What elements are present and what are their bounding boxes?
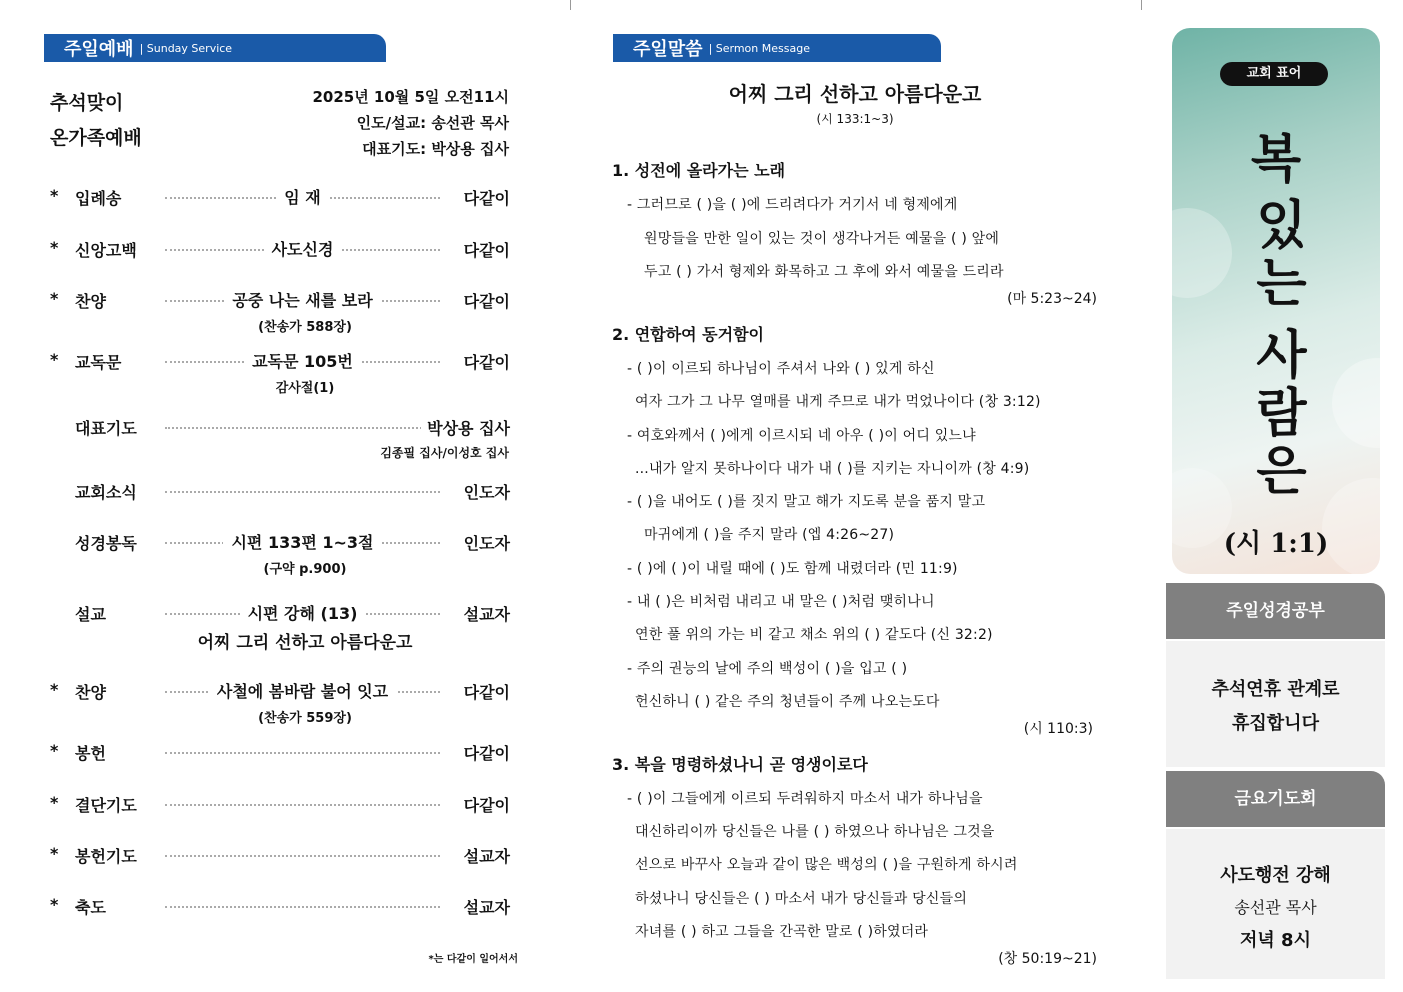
- sermon-line: 자녀를 ( ) 하고 그들을 간곡한 말로 ( )하였더라: [635, 924, 929, 940]
- order-performer: 다같이: [460, 289, 510, 312]
- dotted-leader: [165, 804, 440, 806]
- order-row-offering-prayer: [50, 843, 510, 867]
- sermon-message-header: [613, 34, 941, 62]
- order-performer: 설교자: [460, 602, 510, 625]
- order-performer: 인도자: [460, 480, 510, 503]
- bible-study-notice-1: 추석연휴 관계로: [1211, 679, 1340, 700]
- friday-prayer-time: 저녁 8시: [1240, 930, 1311, 951]
- order-row-scripture: [50, 530, 510, 554]
- order-label: 찬양: [75, 683, 106, 702]
- standing-mark: *: [50, 741, 59, 760]
- order-performer: 설교자: [460, 844, 510, 867]
- standing-mark: *: [50, 680, 59, 699]
- sermon-title: 어찌 그리 선하고 아름다운고: [197, 633, 413, 653]
- sermon-line: - 내 ( )은 비처럼 내리고 내 말은 ( )처럼 맺히나니: [627, 594, 935, 610]
- motto-line-2: 있는: [1246, 197, 1307, 313]
- header-subtitle: | Sunday Service: [139, 41, 233, 55]
- fold-mark-left: [570, 0, 571, 10]
- standing-mark: *: [50, 238, 59, 257]
- order-performer: 다같이: [460, 238, 510, 261]
- order-item: 시편 133편 1~3절: [223, 533, 381, 552]
- service-date: 2025년 10월 5일 오전11시: [312, 88, 509, 106]
- standing-mark: *: [50, 793, 59, 812]
- sermon-line: - ( )이 이르되 하나님이 주셔서 나와 ( ) 있게 하신: [627, 361, 935, 377]
- order-performer: 인도자: [460, 531, 510, 554]
- order-performer: 다같이: [460, 741, 510, 764]
- sermon-line: 두고 ( ) 가서 형제와 화목하고 그 후에 와서 예물을 드리라: [644, 264, 1004, 280]
- sermon-line: 여자 그가 그 나무 열매를 내게 주므로 내가 먹었나이다 (창 3:12): [635, 394, 1041, 410]
- order-label: 신앙고백: [75, 241, 137, 260]
- order-label: 축도: [75, 898, 106, 917]
- order-subtext: (찬송가 588장): [258, 320, 352, 335]
- sermon-line: 원망들을 만한 일이 있는 것이 생각나거든 예물을 ( ) 앞에: [644, 231, 1000, 247]
- motto-text: [1172, 123, 1380, 515]
- fold-mark-right: [1141, 0, 1142, 10]
- order-row-offering: [50, 740, 510, 764]
- order-item: 공중 나는 새를 보라: [224, 291, 380, 310]
- order-row-decision-prayer: [50, 792, 510, 816]
- standing-mark: *: [50, 289, 59, 308]
- dotted-leader: [165, 906, 440, 908]
- order-label: 교회소식: [75, 483, 137, 502]
- order-performer: 다같이: [460, 350, 510, 373]
- order-performer: 다같이: [460, 186, 510, 209]
- friday-prayer-header: 금요기도회: [1166, 771, 1385, 827]
- order-row-announcements: [50, 479, 510, 503]
- service-title-line1: 추석맞이: [50, 92, 124, 114]
- order-row-responsive-reading: [50, 349, 510, 373]
- order-performer: 설교자: [460, 895, 510, 918]
- sermon-line: 헌신하니 ( ) 같은 주의 청년들이 주께 나오는도다: [635, 694, 940, 710]
- order-row-creed: [50, 237, 510, 261]
- motto-line-3: 사람은: [1246, 327, 1307, 501]
- standing-mark: *: [50, 350, 59, 369]
- order-row-hymn-2: [50, 679, 510, 703]
- order-subtext: 김종필 집사/이성호 집사: [380, 446, 509, 460]
- friday-prayer-body: [1166, 829, 1385, 979]
- order-item: 사도신경: [264, 240, 342, 259]
- sunday-bible-study-header: 주일성경공부: [1166, 583, 1385, 639]
- order-subtext: (찬송가 559장): [258, 711, 352, 726]
- sermon-line: - ( )을 내어도 ( )를 짓지 말고 해가 지도록 분을 품지 말고: [627, 494, 986, 510]
- verse-reference: (마 5:23~24): [1007, 291, 1097, 307]
- motto-label: 교회 표어: [1220, 62, 1328, 86]
- order-row-benediction: [50, 894, 510, 918]
- header-subtitle: | Sermon Message: [708, 41, 810, 55]
- order-performer: 다같이: [460, 793, 510, 816]
- service-prayer: 대표기도: 박상용 집사: [362, 140, 509, 158]
- service-title: [50, 86, 142, 156]
- sermon-line: 대신하리이까 당신들은 나를 ( ) 하였으나 하나님은 그것을: [635, 824, 995, 840]
- verse-reference: (시 110:3): [1023, 721, 1093, 737]
- order-label: 대표기도: [75, 419, 137, 438]
- header-title: 주일예배: [64, 39, 134, 60]
- sunday-bible-study-body: [1166, 641, 1385, 767]
- sermon-line: 연한 풀 위의 가는 비 같고 채소 위의 ( ) 같도다 (신 32:2): [635, 627, 993, 643]
- standing-mark: *: [50, 844, 59, 863]
- dotted-leader: [165, 752, 440, 754]
- order-label: 봉헌: [75, 744, 106, 763]
- sermon-line: - ( )이 그들에게 이르되 두려워하지 마소서 내가 하나님을: [627, 791, 983, 807]
- dotted-leader: [165, 855, 440, 857]
- church-motto-card: [1172, 28, 1380, 574]
- sermon-reference: (시 133:1~3): [816, 112, 894, 126]
- sermon-point-1: 1. 성전에 올라가는 노래: [612, 161, 786, 180]
- order-item: 사철에 봄바람 불어 잇고: [209, 682, 396, 701]
- sermon-line: - ( )에 ( )이 내릴 때에 ( )도 함께 내렸더라 (민 11:9): [627, 561, 958, 577]
- sermon-line: 하셨나니 당신들은 ( ) 마소서 내가 당신들과 당신들의: [635, 891, 968, 907]
- order-label: 교독문: [75, 353, 122, 372]
- sermon-point-2: 2. 연합하여 동거함이: [612, 325, 764, 344]
- sermon-line: - 여호와께서 ( )에게 이르시되 네 아우 ( )이 어디 있느냐: [627, 428, 976, 444]
- sermon-line: ...내가 알지 못하나이다 내가 내 ( )를 지키는 자니이까 (창 4:9): [635, 461, 1030, 477]
- sermon-line: 마귀에게 ( )을 주지 말라 (엡 4:26~27): [644, 527, 895, 543]
- order-label: 찬양: [75, 292, 106, 311]
- order-row-representative-prayer: [50, 415, 510, 439]
- standing-mark: *: [50, 895, 59, 914]
- order-row-opening-hymn: [50, 185, 510, 209]
- order-label: 봉헌기도: [75, 847, 137, 866]
- verse-reference: (창 50:19~21): [998, 951, 1097, 967]
- sunday-service-header: [44, 34, 386, 62]
- order-label: 입례송: [75, 189, 122, 208]
- motto-line-1: 복: [1250, 129, 1302, 190]
- sermon-main-title: 어찌 그리 선하고 아름다운고: [728, 82, 982, 106]
- order-row-sermon: [50, 601, 510, 625]
- order-subtext: (구약 p.900): [263, 562, 347, 577]
- order-item: 임 재: [276, 188, 328, 207]
- friday-prayer-speaker: 송선관 목사: [1234, 898, 1317, 917]
- sermon-point-3: 3. 복을 명령하셨나니 곧 영생이로다: [612, 755, 868, 774]
- order-performer: 다같이: [460, 680, 510, 703]
- order-label: 결단기도: [75, 796, 137, 815]
- sermon-line: - 그러므로 ( )을 ( )에 드리려다가 거기서 네 형제에게: [627, 197, 958, 213]
- order-row-hymn-1: [50, 288, 510, 312]
- motto-reference: (시 1:1): [1223, 529, 1329, 559]
- service-leader: 인도/설교: 송선관 목사: [356, 114, 509, 132]
- sermon-line: 선으로 바꾸사 오늘과 같이 많은 백성의 ( )을 구원하게 하시려: [635, 857, 1018, 873]
- order-performer: 박상용 집사: [421, 416, 510, 439]
- order-item: 교독문 105번: [244, 352, 361, 371]
- standing-footnote: *는 다같이 일어서서: [428, 954, 518, 965]
- service-info: [312, 84, 509, 162]
- service-title-line2: 온가족예배: [50, 127, 142, 149]
- header-title: 주일말씀: [633, 39, 703, 60]
- order-item: 시편 강해 (13): [240, 604, 366, 623]
- dotted-leader: [165, 491, 440, 493]
- standing-mark: *: [50, 186, 59, 205]
- order-label: 성경봉독: [75, 534, 137, 553]
- friday-prayer-topic: 사도행전 강해: [1220, 865, 1331, 886]
- order-subtext: 감사절(1): [275, 381, 335, 396]
- sermon-line: - 주의 권능의 날에 주의 백성이 ( )을 입고 ( ): [627, 661, 908, 677]
- bible-study-notice-2: 휴집합니다: [1232, 713, 1319, 734]
- order-label: 설교: [75, 605, 106, 624]
